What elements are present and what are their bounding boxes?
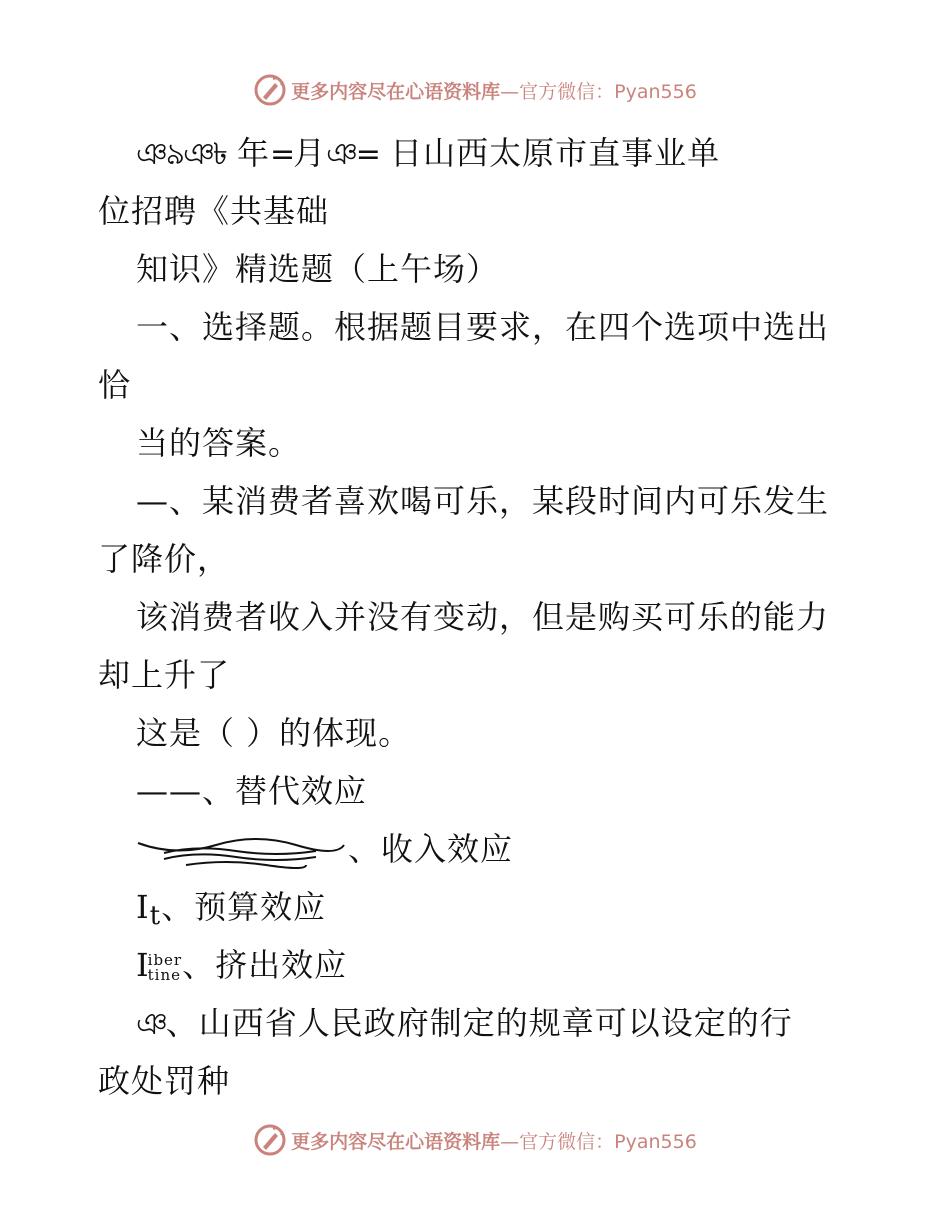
question-1-line-1: —、某消费者喜欢喝可乐，某段时间内可乐发生 — [136, 482, 830, 520]
pen-logo-icon — [253, 1123, 287, 1157]
option-d-stack — [147, 950, 183, 984]
option-a — [98, 762, 858, 820]
banner-site-name: 更多内容尽在心语资料库 — [291, 80, 501, 103]
title-line-3: 知识》精选题（上午场） — [136, 250, 500, 288]
option-c — [98, 878, 858, 936]
banner-site-name: 更多内容尽在心语资料库 — [291, 1130, 501, 1153]
option-d-mark: I — [136, 946, 150, 984]
header-watermark-banner — [0, 70, 950, 110]
option-b — [98, 820, 858, 878]
banner-text — [291, 77, 697, 104]
banner-separator: — — [500, 1130, 520, 1153]
option-d-top: iber — [147, 950, 183, 969]
banner-wechat: 官方微信：Pyan556 — [519, 80, 697, 103]
question-2-mark: ঞ — [136, 1007, 166, 1042]
question-1-line-2: 了降价， — [98, 540, 231, 578]
title-line-2: 位招聘《共基础 — [98, 192, 330, 230]
section-heading-line-2: 恰 — [98, 366, 132, 404]
month-suffix: 月 — [293, 134, 327, 172]
option-a-mark: —— — [136, 772, 202, 810]
banner-text — [291, 1127, 697, 1154]
month-ornament: = — [269, 137, 294, 172]
pen-logo-icon — [253, 73, 287, 107]
banner-wechat: 官方微信：Pyan556 — [519, 1130, 697, 1153]
document-body — [98, 124, 858, 1110]
section-heading-line-1: 一、选择题。根据题目要求，在四个选项中选出 — [136, 308, 830, 346]
question-2-line-2: 政处罚种 — [98, 1062, 231, 1100]
footer-watermark-banner — [0, 1120, 950, 1160]
title-text: 日山西太原市直事业单 — [390, 134, 721, 172]
option-d-bottom: tine — [147, 965, 182, 984]
year-ornament: ঞ৯ঞ৳ — [136, 137, 226, 172]
option-c-sub: t — [149, 901, 162, 931]
section-heading-line-3: 当的答案。 — [136, 424, 302, 462]
question-2-text: 、山西省人民政府制定的规章可以设定的行 — [165, 1004, 793, 1042]
option-c-text: 、预算效应 — [161, 888, 327, 926]
option-d-text: 、挤出效应 — [182, 946, 348, 984]
question-2-line-1 — [98, 994, 858, 1052]
title-line-1 — [98, 124, 858, 182]
question-1-line-4: 却上升了 — [98, 656, 231, 694]
option-b-text: 、收入效应 — [348, 830, 514, 868]
wavy-lines-mark-icon — [136, 835, 346, 869]
banner-separator: — — [500, 80, 520, 103]
year-suffix: 年 — [236, 134, 270, 172]
option-a-text: 、替代效应 — [202, 772, 368, 810]
day-ornament: ঞ= — [326, 137, 379, 172]
option-d — [98, 936, 858, 994]
question-1-line-3: 该消费者收入并没有变动，但是购买可乐的能力 — [136, 598, 830, 636]
question-1-line-5: 这是（ ）的体现。 — [136, 714, 412, 752]
option-c-mark: I — [136, 888, 150, 926]
